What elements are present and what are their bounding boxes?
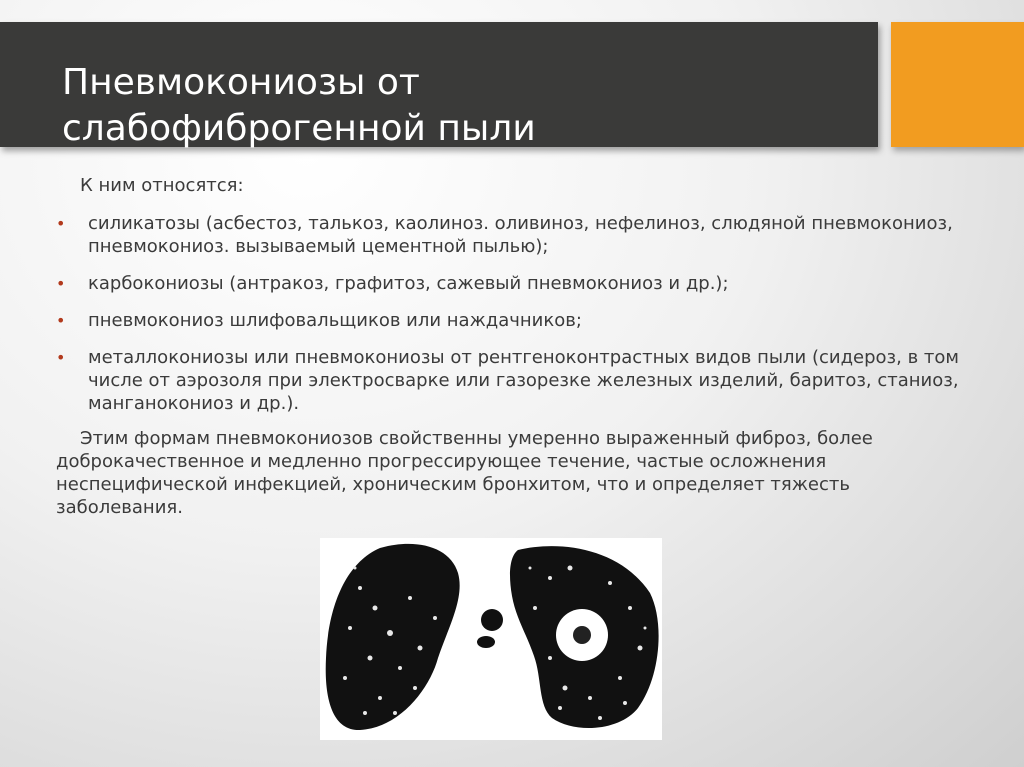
ct-scan-image [320,538,662,740]
slide-body [56,174,1006,519]
closing-paragraph: Этим формам пневмокониозов свойственны умеренно выраженный фиброз, более доброкачественное и медленно прогрессирующее течение, частые осложнения неспецифической инфекцией, хроническим бронхитом, что и определяет тяжесть заболевания. [56,428,873,518]
bullet-dot-icon: • [56,348,66,367]
bullet-dot-icon: • [56,274,66,293]
list-item-text: карбокониозы (антракоз, графитоз, сажевый пневмокониоз и др.); [88,273,729,294]
list-item [56,272,1006,295]
bullet-dot-icon: • [56,214,66,233]
list-item [56,212,1006,258]
slide-title [62,60,536,152]
list-item-text: силикатозы (асбестоз, талькоз, каолиноз. оливиноз, нефелиноз, слюдяной пневмокониоз, пневмокониоз. вызываемый цементной пылью); [88,213,953,257]
intro-text: К ним относятся: [80,175,244,196]
bullet-list [56,212,1006,415]
title-line-1: Пневмокониозы от [62,62,420,103]
list-item [56,309,1006,332]
list-item-text: пневмокониоз шлифовальщиков или наждачников; [88,310,582,331]
bullet-dot-icon: • [56,311,66,330]
list-item-text: металлокониозы или пневмокониозы от рентгеноконтрастных видов пыли (сидероз, в том числе от аэрозоля при электросварке или газорезке железных изделий, баритоз, станиоз, манганокониоз и др.). [88,347,959,414]
list-item [56,346,1006,415]
title-bar [0,22,878,147]
title-line-2: слабофиброгенной пыли [62,108,536,149]
accent-box [891,22,1024,147]
